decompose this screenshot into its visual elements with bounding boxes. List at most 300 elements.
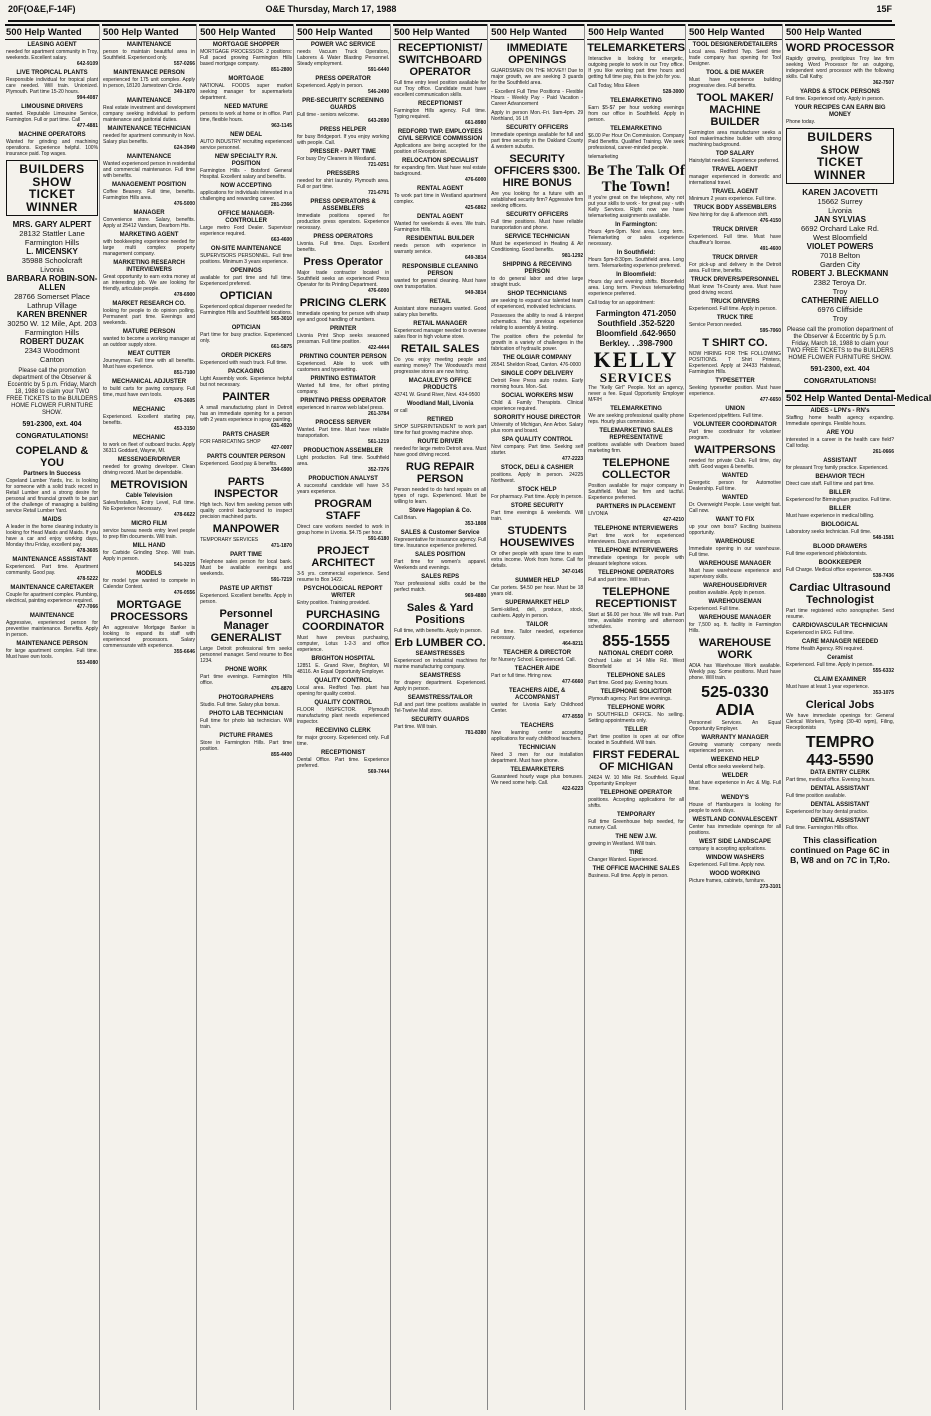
classified-ad — [394, 378, 486, 398]
ad-heading: MORTGAGE — [228, 76, 264, 82]
classified-ad — [588, 154, 684, 160]
ad-heading: TELEPHONE OPERATORS — [598, 569, 674, 576]
ad-phone: 548-1581 — [872, 535, 894, 542]
ad-heading: ON-SITE MAINTENANCE — [210, 246, 282, 252]
ad-heading: MILL HAND — [132, 543, 166, 549]
classified-ad — [200, 646, 292, 664]
ad-body: Experienced on industrial machines for marine manufacturing company. — [394, 658, 487, 670]
ad-body: Copeland Lumber Yards, Inc. is looking for someone with a solid track record in Retail Lumber and a strong desire for personal and financial growth to be part of the challenge of managing a building service Retail Lumber Yard. — [6, 478, 99, 515]
display-logo: TEMPRO — [805, 734, 875, 752]
ad-body: wanted for Livonia Early Childhood Center. — [491, 702, 584, 714]
category-header: 500 Help Wanted — [587, 24, 685, 40]
classified-ad — [297, 448, 389, 473]
ad-body: Or other people with spare time to earn extra income. Work from home. Call for details. — [491, 551, 584, 569]
folio-right: 15F — [876, 4, 892, 14]
ad-heading: TRUCK BODY ASSEMBLERS — [693, 205, 777, 211]
ad-body: for busy Bridgeport. If you enjoy working with people. Call. — [297, 134, 390, 146]
services-logo: SERVICES — [599, 370, 673, 385]
classified-ad — [103, 571, 195, 596]
classified-ad — [103, 126, 195, 151]
ad-heading: BILLER — [829, 506, 851, 513]
classified-ad — [689, 406, 781, 419]
ad-phone: 476-6000 — [367, 288, 390, 294]
classified-ad — [200, 454, 292, 473]
classified-ad — [491, 465, 583, 484]
classified-ad — [394, 401, 486, 414]
classified-ad — [491, 334, 583, 352]
ad-body: Full time for photo lab technician. Will train. — [200, 718, 293, 730]
classified-ad — [786, 655, 894, 674]
classified-ad — [491, 578, 583, 597]
ad-heading: MAINTENANCE CARETAKER — [10, 585, 94, 592]
ad-body: for model type wanted to compete in Calendar Contest. — [103, 578, 196, 590]
ad-body: positions available with Dearborn based marketing firm. — [588, 441, 684, 454]
classified-ad — [689, 42, 781, 67]
ad-phone: 476-0556 — [173, 590, 196, 596]
classified-ad — [786, 458, 894, 471]
classified-ad — [588, 866, 684, 879]
classified-ad — [588, 673, 684, 686]
classified-ad — [588, 548, 684, 567]
display-ad-heading: COPELAND & YOU — [15, 445, 89, 470]
ad-phone: 427-4210 — [662, 516, 684, 523]
classified-ad — [200, 353, 292, 366]
ad-heading: ARE YOU — [826, 430, 854, 437]
ad-heading: TRAVEL AGENT — [712, 189, 758, 195]
classified-ad — [103, 210, 195, 229]
display-logo: ADIA — [715, 702, 755, 719]
ad-body: We are seeking professional quality phone reps. Hourly plus commission. — [588, 412, 684, 425]
ad-heading: Woodland Mall, Livonia — [406, 401, 474, 407]
ad-heading: PRESSERS — [326, 171, 360, 177]
ad-body: Telephone sales person for local bank. Must be available evenings and weekends. — [200, 559, 293, 577]
winner-city: Lathrup Village — [27, 301, 77, 311]
ad-body: service bureau needs entry level people to prep film documents. Will train. — [103, 528, 196, 540]
ad-body: to work on fleet of outboard trucks. Apply 36311 Goddard, Wayne, MI. — [103, 442, 196, 454]
ad-body: Full time experienced phlebotomists. — [786, 551, 868, 558]
classified-ad — [394, 673, 486, 692]
ad-body: Immediate openings available for full and part time security in the Oakland County & western suburbs. — [491, 132, 584, 150]
classified-ad — [103, 543, 195, 568]
ad-body: Experienced. Full time. — [688, 606, 740, 612]
classified-ad — [297, 76, 389, 95]
ad-body: New learning center accepting applications for early childhood teachers. — [491, 730, 584, 742]
ad-heading: SALES REPS — [421, 574, 460, 580]
classified-ad — [394, 628, 486, 634]
ad-body: wanted to become a working manager at an outdoor supply store. — [103, 336, 196, 348]
ad-body: Immediate openings for people with pleasant telephone voices. — [588, 554, 684, 567]
winner-city: Canton — [39, 355, 65, 365]
classified-ad — [689, 473, 781, 492]
ad-phone: 595-7060 — [759, 328, 781, 334]
classified-ad — [689, 151, 781, 164]
ad-heading: VOLUNTEER COORDINATOR — [693, 422, 777, 428]
ad-heading: LEASING AGENT — [27, 42, 77, 48]
classified-ad — [588, 775, 684, 787]
page-folio — [8, 4, 892, 22]
ad-heading: SORORITY HOUSE DIRECTOR — [493, 415, 581, 421]
ad-body: Part or full time. Hiring now. — [491, 673, 553, 679]
ad-body: for Carbide Grinding Shop. Will train. Apply in person. — [103, 550, 196, 562]
classified-ad — [200, 104, 292, 129]
winner-entry — [785, 242, 895, 269]
classified-column — [587, 24, 686, 1410]
classified-ad — [588, 98, 684, 123]
classified-ad — [6, 641, 98, 666]
ad-heading: PRESS OPERATOR — [315, 76, 371, 82]
ad-body: Detroit Free Press auto routes. Early morning hours. Mon.-Sat. — [491, 378, 584, 390]
ad-phone: 477-6650 — [759, 397, 781, 403]
winner-name: MRS. GARY ALPERT — [12, 220, 92, 230]
ad-heading: MESSENGER/DRIVER — [117, 457, 181, 463]
classified-ad — [689, 351, 781, 375]
ad-body: persons to work at home or in office. Part time, flexible hours. — [200, 111, 293, 123]
ad-body: Full and part time. Will train. — [588, 576, 651, 583]
ad-heading: MANAGEMENT POSITION — [112, 182, 187, 188]
classified-ad — [200, 695, 292, 708]
classified-ad — [491, 437, 583, 462]
classified-ad — [786, 522, 894, 541]
ad-phone: 555-6332 — [872, 668, 894, 675]
display-ad-heading: TELEPHONE RECEPTIONIST — [595, 585, 677, 610]
classified-ad — [491, 355, 583, 368]
winner-name: ROBERT DUZAK — [20, 337, 85, 347]
classified-ad — [394, 129, 486, 155]
ad-heading: DENTAL ASSISTANT — [810, 818, 870, 825]
ad-heading: OPENINGS — [230, 268, 262, 274]
ad-body: Experienced optical dispenser needed for Farmington Hills and Southfield locations. — [200, 304, 293, 316]
ad-body: MORTGAGE PROCESSOR. 2 positions: Full paced growing Farmington Hills based mortgage company. — [200, 49, 293, 67]
winner-name: L. MICENSKY — [26, 247, 78, 257]
classified-ad — [6, 70, 98, 101]
ad-body: For pick-up and delivery in the Detroit area. Full time, benefits. — [688, 262, 781, 274]
ad-body: Service Person needed. — [688, 322, 743, 328]
ad-phone: 347-0145 — [562, 569, 584, 575]
ad-heading: STORE SECURITY — [510, 503, 564, 509]
ad-heading: TYPESETTER — [715, 378, 755, 384]
ad-body: for major grocery. Experienced only. Full time. — [297, 735, 390, 747]
display-ad-heading: PROJECT ARCHITECT — [311, 545, 375, 569]
classified-ad — [394, 552, 486, 571]
winner-name: ROBERT J. BLECKMANN — [791, 269, 889, 279]
ad-heading: SOCIAL WORKERS MSW — [501, 393, 574, 399]
ad-body: Large Detroit professional firm seeks personnel manager. Send resume to Box 1234. — [200, 646, 293, 664]
classified-ad — [6, 517, 98, 554]
classified-ad — [588, 504, 684, 523]
classified-ad — [689, 817, 781, 836]
classified-ad — [394, 530, 486, 549]
ad-body: Direct care staff. Full time and part time. — [786, 481, 875, 488]
ad-phone: 464-8211 — [562, 641, 584, 647]
ad-heading: REDFORD TWP. EMPLOYEES CIVIL SERVICE COMMISSION — [397, 129, 483, 142]
ad-body: Experienced with reach truck. Full time. — [200, 360, 288, 366]
ad-phone: 273-3101 — [759, 884, 781, 890]
ad-body: Assistant store managers wanted. Good salary plus benefits. — [394, 306, 487, 318]
classified-ad — [588, 250, 684, 269]
ad-body: Livonia. Full time. Days. Excellent benefits. — [297, 241, 390, 253]
classified-column — [393, 24, 488, 1410]
ad-heading: WAREHOUSE — [715, 539, 755, 545]
winner-name: JAN SYLVIAS — [814, 215, 866, 225]
ad-heading: MARKETING AGENT — [119, 232, 179, 238]
ad-phone: 546-2490 — [367, 89, 390, 95]
classified-ad — [491, 745, 583, 764]
ad-heading: NOW ACCEPTING — [220, 183, 272, 189]
newspaper-page — [0, 4, 931, 1416]
winner-entry — [5, 310, 99, 337]
ad-body: ADIA has Warehouse Work available. Weekly pay. Some positions. Must have phone. Will train. — [688, 663, 781, 681]
classified-ad — [689, 227, 781, 252]
ad-body: needed for growing developer. Clean driving record. Must be dependable. — [103, 464, 196, 476]
winner-city: Troy — [832, 287, 848, 297]
ad-heading: BRIGHTON HOSPITAL — [311, 656, 375, 662]
winner-entry — [785, 269, 895, 296]
ad-body: needs Vacuum Truck Operators, Laborers & Water Blasting Personnel. Steady employment. — [297, 49, 390, 67]
ad-phone: 649-3814 — [465, 255, 487, 261]
congratulations: CONGRATULATIONS! — [803, 378, 877, 386]
ad-phone: 553-4080 — [76, 660, 99, 667]
continuation-note: This classification continued on Page 6C in B, W8 and on 7C in T,Ro. — [790, 835, 890, 866]
ad-body: Wanted for weekends & eves. We train. Farmington Hills. — [394, 221, 487, 233]
ad-heading: SUMMER HELP — [515, 578, 560, 584]
ad-phone: 541-3215 — [173, 562, 196, 568]
classified-ad — [200, 733, 292, 758]
ad-heading: RELOCATION SPECIALIST — [402, 158, 479, 164]
ad-heading: TELEMARKETING — [610, 98, 662, 104]
ad-body: A leader in the home cleaning industry is looking for Head Maids and Maids. If you have a car and enjoy working days, Monday thru Friday, excellent pay. — [6, 524, 99, 549]
ad-body: Full time Greenhouse help needed, for nursery. Call. — [588, 818, 684, 831]
ad-heading: Partners In Success — [23, 471, 81, 478]
ad-body: Hairstylist needed. Experience preferred. — [688, 158, 780, 164]
ad-phone: 353-1075 — [872, 690, 894, 697]
ad-body: Experienced. Excellent starting pay, benefits. — [103, 414, 196, 426]
ad-body: Sales/Installers, Entry Level, Full time. No Experience Necessary. — [103, 500, 196, 512]
display-phone: 525-0330 — [701, 684, 769, 701]
ad-heading: DENTAL AGENT — [417, 214, 464, 220]
classified-ad — [689, 70, 781, 89]
ad-heading: PSYCHOLOGICAL REPORT WRITER — [303, 586, 383, 599]
ad-body: growing in Westland. Will train. — [588, 840, 657, 847]
ad-body: NOW HIRING FOR THE FOLLOWING POSITIONS. T Shirt Printers, Experienced. Apply at 24433 Halstead, Farmington Hills. — [688, 351, 781, 375]
ad-body: SHOP SUPERINTENDENT to work part time for fast growing machine shop. — [394, 424, 487, 436]
classified-ad — [297, 354, 389, 373]
ad-heading: BOOKKEEPER — [818, 560, 862, 567]
classified-ad — [689, 855, 781, 868]
ad-heading: TEMPORARY — [617, 811, 656, 818]
ad-body: Major trade contractor located in Southfield seeks an experienced Press Operator for its Printing Department. — [297, 270, 390, 288]
classified-ad — [200, 42, 292, 73]
ad-phone: 949-3814 — [465, 290, 487, 296]
ad-heading: PRESSER - PART TIME — [310, 149, 377, 155]
ad-body: are seeking to expand our talented team of experienced, motivated technicians. — [491, 298, 584, 310]
ad-phone: 427-0007 — [270, 445, 293, 451]
ad-heading: CARDIOVASCULAR TECHNICIAN — [792, 623, 888, 630]
ad-body: 12851 E. Grand River, Brighton, MI 48116. An Equal Opportunity Employer. — [297, 663, 390, 675]
classified-ad — [786, 818, 894, 831]
classified-ad — [491, 666, 583, 685]
ad-body: Applications are being accepted for the position of Receptionist. — [394, 143, 487, 155]
classified-ad — [103, 379, 195, 404]
ad-heading: WEEKEND HELP — [710, 757, 760, 763]
ad-heading: TRUCK DRIVERS/PERSONNEL — [690, 277, 780, 283]
ad-heading: STOCK HELP — [517, 487, 557, 493]
ad-body: Immediate positions opened for production press operators. Experience necessary. — [297, 213, 390, 231]
ad-body: Picture frames, cabinets, furniture. — [688, 878, 766, 884]
ad-heading: ROUTE DRIVER — [417, 439, 463, 445]
ad-body: Personnel Services. An Equal Opportunity Employer. — [688, 720, 781, 732]
ad-body: needed for apartment community in Novi. Salary plus benefits. — [103, 133, 196, 145]
ad-body: Experienced. Good pay & benefits. — [200, 461, 278, 467]
ad-phone: 661-8980 — [465, 120, 487, 126]
ad-body: Need 3 men for our installation department. Must have phone. — [491, 752, 584, 764]
classified-ad — [491, 503, 583, 522]
category-header: 502 Help Wanted Dental-Medical — [785, 390, 895, 406]
ad-body: Full time position available. — [786, 793, 847, 800]
ad-body: Local area. Redford Twp. plant has opening for quality control. — [297, 685, 390, 697]
ad-phone: 963-1145 — [271, 123, 293, 129]
ad-body: 3-5 yrs. commercial experience. Send resume to Box 1422. — [297, 571, 390, 583]
classified-ad — [786, 623, 894, 636]
ad-heading: SALES POSITION — [414, 552, 466, 558]
classified-ad — [588, 83, 684, 95]
classified-ad — [786, 560, 894, 579]
category-header: 500 Help Wanted — [688, 24, 782, 40]
classified-ad — [588, 689, 684, 702]
office-phone: Southfield .352-5220 — [597, 319, 675, 328]
winner-name: KAREN BRENNER — [16, 310, 88, 320]
ad-phone: 478-6622 — [173, 512, 196, 518]
classified-ad — [588, 272, 684, 297]
classified-ad — [394, 101, 486, 126]
ad-phone: 721-6791 — [367, 190, 390, 196]
classified-ad — [103, 457, 195, 476]
winner-address: 6976 Cliffside — [817, 305, 863, 315]
classified-column — [688, 24, 783, 1410]
ad-phone: 477-8550 — [562, 714, 584, 720]
folio-date: O&E Thursday, March 17, 1988 — [265, 4, 397, 14]
ad-heading: SEAMSTRESSES — [415, 651, 465, 657]
ad-body: Part time. Will train. — [394, 724, 438, 730]
winner-name: BARBARA ROBIN-SON-ALLEN — [6, 274, 98, 293]
ad-body: Experienced in EKG. Full time. — [786, 630, 855, 637]
ad-body: An aggressive Mortgage Banker is looking to expand its staff with experienced processors. Salary commensurate with experience. — [103, 625, 196, 649]
ad-heading: PRODUCTION ANALYST — [308, 476, 378, 482]
ad-heading: SHOP TECHNICIANS — [507, 291, 567, 297]
ad-body: needs person with experience in warranty service. — [394, 243, 487, 255]
classified-ad — [689, 517, 781, 536]
ad-body: TEMPORARY SERVICES — [200, 537, 259, 543]
classified-ad — [297, 234, 389, 253]
classified-ad — [297, 149, 389, 168]
display-ad-heading: SECURITY OFFICERS $300. HIRE BONUS — [494, 153, 581, 189]
ad-body: Coffee Beanery. Full time, benefits. Farmington Hills area. — [103, 189, 196, 201]
ad-body: wanted for general cleaning. Must have own transportation. — [394, 278, 487, 290]
ad-phone: 478-5222 — [76, 576, 99, 583]
ad-phone: 969-4880 — [465, 593, 487, 599]
winner-entry — [5, 220, 99, 247]
ad-phone: 663-4600 — [270, 237, 293, 243]
ad-body: University of Michigan, Ann Arbor. Salary plus room and board. — [491, 422, 584, 434]
display-ad-heading: RETAIL SALES — [400, 343, 480, 355]
classified-ad — [297, 750, 389, 775]
ad-body: Direct care workers needed to work in group home in Livonia. $4.75 per hour. — [297, 524, 390, 536]
classified-ad — [491, 650, 583, 663]
classified-ad — [103, 98, 195, 123]
ad-heading: TELEPHONE INTERVIEWERS — [594, 547, 679, 554]
ad-phone: 349-1870 — [173, 89, 196, 95]
display-ad-heading: WAITPERSONS — [694, 444, 776, 456]
ad-heading: TOP SALARY — [715, 151, 755, 157]
ad-body: experienced in narrow web label press. — [297, 405, 384, 411]
ad-body: Child & Family Therapists. Clinical experience required. — [491, 400, 584, 412]
ad-heading: TELEMARKETING SALES REPRESENTATIVE — [599, 427, 673, 441]
ad-body: Experienced. Apply in person. — [297, 83, 364, 89]
ad-body: Experienced. Full time. Must have chauffeur's license. — [688, 234, 781, 246]
ad-body: Wanted experienced person in residential and commercial maintenance. Full time with benefits. — [103, 161, 196, 179]
ad-body: Local area. Redford Twp. Seed time trade company has opening for Tool Designer. — [688, 49, 781, 67]
classified-ad — [297, 270, 389, 294]
box-line: TICKET — [816, 155, 864, 170]
ad-heading: PRINTER — [329, 326, 357, 332]
ad-heading: PHONE WORK — [225, 667, 268, 673]
ad-body: Are you looking for a future with an established security firm? Aggressive firm seeking officers. — [491, 191, 584, 209]
winner-name: CATHERINE AIELLO — [801, 296, 879, 306]
ad-body: FLOOR INSPECTOR. Plymouth manufacturing plant needs experienced inspector. — [297, 707, 390, 725]
ad-phone: 538-7436 — [872, 573, 894, 580]
ad-heading: SECURITY OFFICERS — [506, 212, 569, 218]
classified-ad — [491, 600, 583, 619]
ad-heading: WARRANTY MANAGER — [701, 735, 769, 741]
ad-body: Part time for women's apparel. Weekends and evenings. — [394, 559, 487, 571]
ad-heading: MACHINE OPERATORS — [18, 132, 86, 138]
display-ad-heading: Sales & Yard Positions — [406, 602, 474, 626]
ad-body: needed for shirt laundry. Plymouth area. Full or part time. — [297, 178, 390, 190]
ad-heading: MEAT CUTTER — [127, 351, 171, 357]
winner-city: West Bloomfield — [812, 233, 868, 243]
ad-body: for large apartment complex. Full time. Must have own tools. — [6, 648, 99, 661]
category-header: 500 Help Wanted — [102, 24, 196, 40]
ad-body: Car porters. $4.50 per hour. Must be 18 years old. — [491, 585, 584, 597]
ad-heading: MATURE PERSON — [122, 329, 176, 335]
ad-body: Must know Tri-County area. Must have good driving record. — [688, 284, 781, 296]
ad-heading: TRUCK TIRE — [716, 315, 754, 321]
classified-ad — [394, 439, 486, 458]
classified-ad — [394, 214, 486, 233]
ad-heading: BLOOD DRAWERS — [813, 544, 867, 551]
ad-phone: 994-4087 — [76, 95, 99, 101]
ad-heading: In Farmington: — [615, 222, 658, 228]
ad-heading: TECHNICIAN — [518, 745, 556, 751]
classified-ad — [297, 571, 389, 583]
ad-body: Home Health Agency. RN required. — [786, 646, 864, 653]
ad-phone: 643-2690 — [367, 118, 390, 124]
ad-heading: RECEPTIONIST — [417, 101, 463, 107]
display-phone: 855-1555 — [602, 632, 670, 650]
classified-ad — [786, 105, 894, 125]
ad-body: Staffing home health agency expanding. Immediate openings. Flexible hours. — [786, 415, 894, 428]
ad-body: Full and part time positions available in Tel-Twelve Mall store. — [394, 702, 487, 714]
display-ad-heading: PRICING CLERK — [299, 297, 387, 309]
classified-ad — [689, 422, 781, 441]
classified-ad — [297, 199, 389, 231]
ad-body: Possesses the ability to read & interpret schematics. Has previous experience relating to assembly & testing. — [491, 313, 584, 331]
display-ad-heading: PARTS INSPECTOR — [214, 476, 279, 500]
ad-body: Call today for an appointment: — [588, 300, 655, 306]
classified-ad — [200, 183, 292, 208]
ad-body: for Nursery School. Experienced. Call. — [491, 657, 576, 663]
ad-heading: BEHAVIOR TECH — [815, 474, 865, 481]
ad-heading: TELEPHONE WORK — [607, 704, 665, 711]
